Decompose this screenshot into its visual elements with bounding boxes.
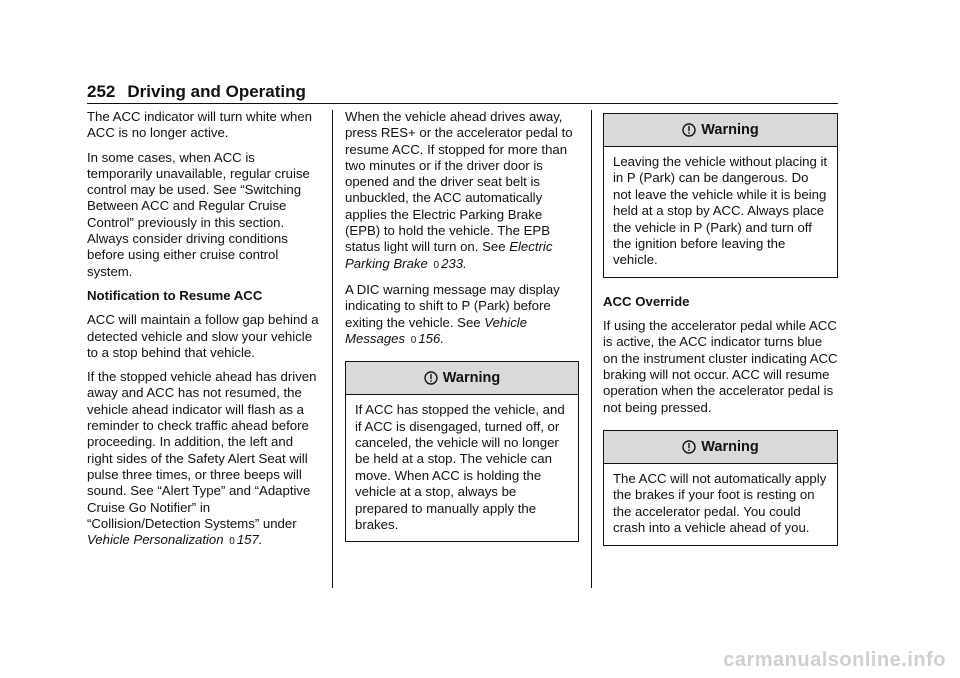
warning-icon (424, 371, 438, 385)
warning-header (604, 431, 837, 464)
paragraph-text: A DIC warning message may display indicating to shift to P (Park) before exiting the vehicle. See (345, 281, 560, 330)
column-divider (591, 110, 592, 588)
paragraph (345, 282, 579, 349)
column-2 (345, 109, 579, 542)
header-rule (87, 103, 838, 104)
page-reference: 156. (418, 330, 445, 346)
cross-reference-link[interactable]: Vehicle Personalization (87, 532, 224, 548)
warning-header (604, 114, 837, 147)
warning-box (603, 430, 838, 546)
column-1 (87, 109, 319, 558)
page-reference: 233. (441, 255, 467, 271)
paragraph: If using the accelerator pedal while ACC is active, the ACC indicator turns blue on the instrument cluster indicating ACC braking will not occur. ACC will resume operation when the accelerator pedal is not being pressed. (603, 318, 838, 415)
paragraph (87, 369, 319, 550)
cross-reference-link[interactable]: Vehicle Messages (345, 314, 528, 346)
paragraph-text: If the stopped vehicle ahead has driven away and ACC has not resumed, the vehicle ahead indicator will flash as a reminder to check traffic ahead before proceeding. In addition, the left and right sides of the Safety Alert Seat will pulse three times, or three beeps will sound. See “Alert Type” and “Adaptive Cruise Go Notifier” in “Collision/Detection Systems” under (87, 369, 317, 531)
page-reference-symbol: 0 (410, 334, 417, 346)
paragraph: ACC will maintain a follow gap behind a detected vehicle and slow your vehicle to a stop behind that vehicle. (87, 312, 319, 360)
warning-title: Warning (701, 438, 759, 455)
warning-box (345, 361, 579, 542)
warning-icon (682, 123, 696, 137)
paragraph: In some cases, when ACC is temporarily unavailable, regular cruise control may be used. See “Switching Between ACC and Regular Cruise Control” previously in this section. Always consider driving conditions before using either cruise control system. (87, 149, 310, 279)
warning-title: Warning (442, 370, 501, 386)
column-divider (332, 110, 333, 588)
cross-reference-link[interactable]: Electric Parking Brake (345, 239, 553, 271)
section-title: Driving and Operating (127, 82, 306, 101)
section-heading: ACC Override (603, 293, 690, 309)
page-reference-symbol: 0 (229, 536, 235, 548)
paragraph (345, 109, 579, 274)
paragraph: The ACC indicator will turn white when ACC is no longer active. (87, 109, 313, 141)
warning-text: If ACC has stopped the vehicle, and if ACC is disengaged, turned off, or canceled, the vehicle will no longer be held at a stop. The vehicle can move. When ACC is holding the vehicle at a stop, always be prepared to manually apply the brakes. (355, 402, 565, 532)
page-reference-symbol: 0 (433, 259, 440, 271)
page-header (87, 82, 838, 102)
watermark: carmanualsonline.info (723, 649, 946, 671)
warning-text: The ACC will not automatically apply the brakes if your foot is resting on the accelerator pedal. You could crash into a vehicle ahead of you. (613, 470, 827, 536)
warning-icon (682, 440, 696, 454)
section-heading: Notification to Resume ACC (87, 287, 263, 303)
paragraph-text: When the vehicle ahead drives away, press RES+ or the accelerator pedal to resume ACC. If stopped for more than two minutes or if the driver door is opened and the driver seat belt is unbuckled, the ACC automatically applies the Electric Parking Brake (EPB) to hold the vehicle. The EPB status light will turn on. See (345, 109, 573, 255)
warning-title: Warning (701, 121, 759, 138)
page-number: 252 (87, 82, 116, 101)
column-3 (603, 109, 838, 546)
warning-box (603, 113, 838, 278)
page-reference: 157. (236, 532, 263, 548)
warning-text: Leaving the vehicle without placing it in P (Park) can be dangerous. Do not leave the vehicle while it is being held at a stop by ACC. Always place the vehicle in P (Park) and turn off the ignition before leaving the vehicle. (613, 154, 828, 268)
warning-header (346, 362, 578, 395)
